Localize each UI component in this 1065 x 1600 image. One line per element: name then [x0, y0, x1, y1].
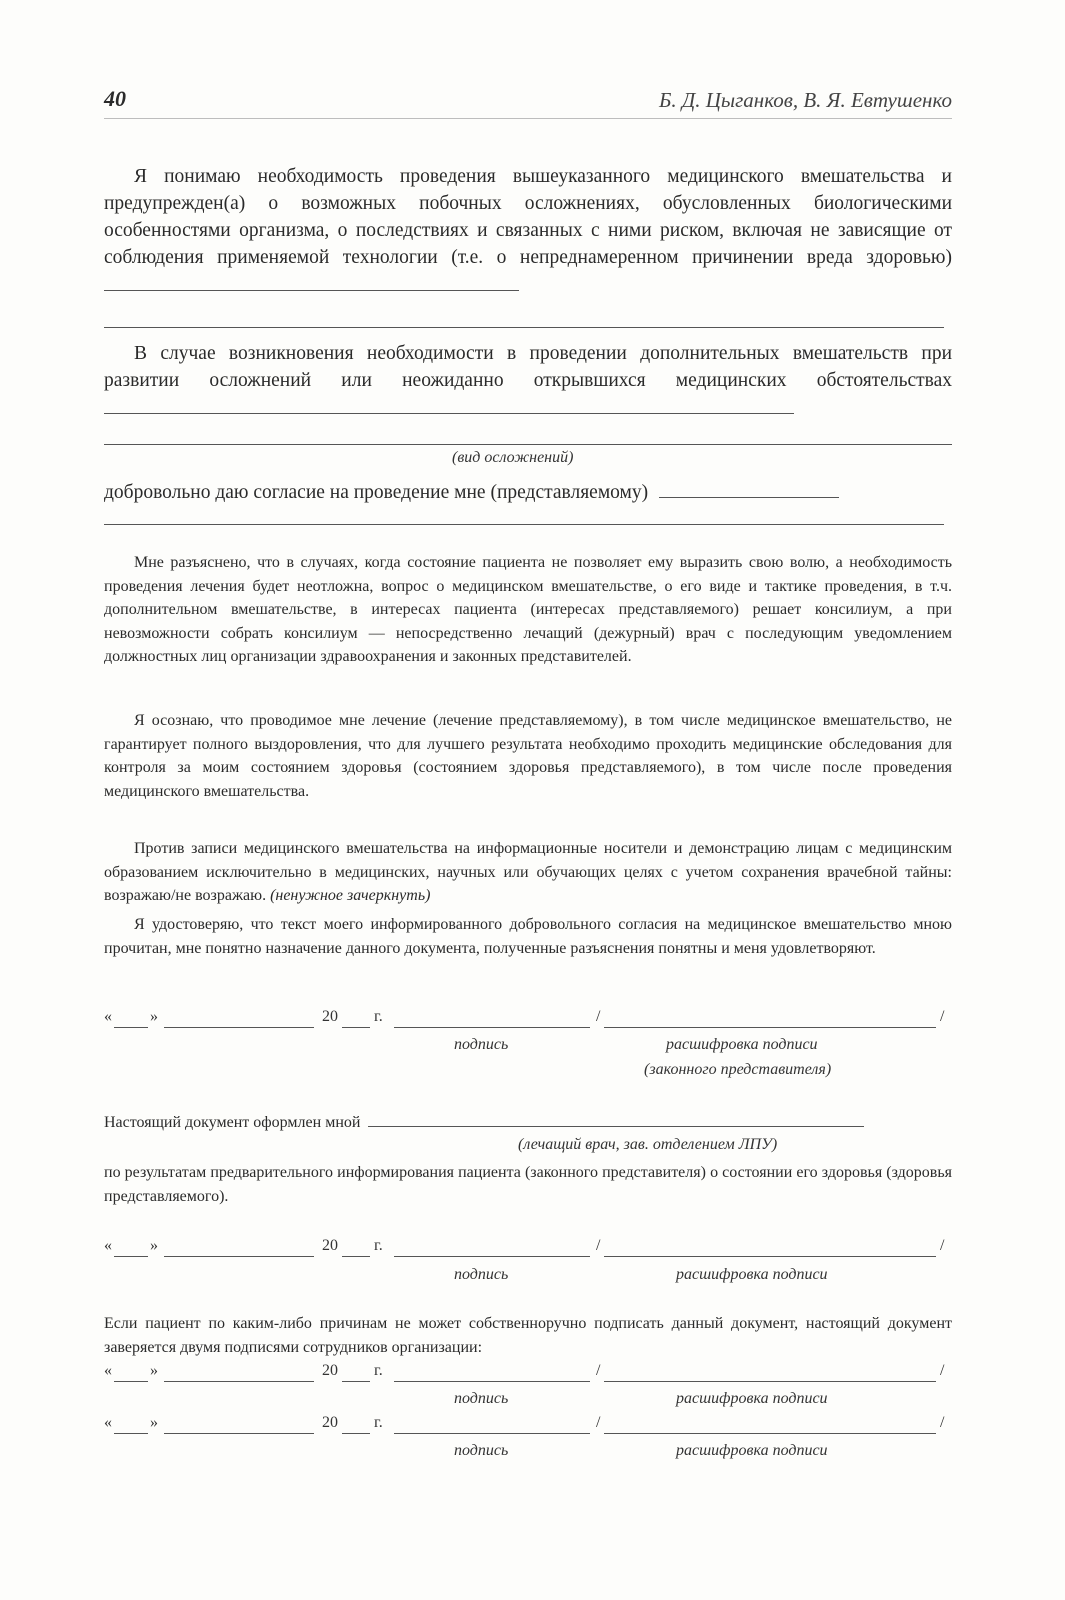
month-field[interactable]: [164, 1433, 314, 1434]
signature-row: « » 20 г. / /: [104, 1008, 952, 1030]
page-number: 40: [104, 86, 126, 111]
paragraph-certification: Я удостоверяю, что текст моего информированного добровольного согласия на медицинское вмешательство мною прочитан, мне понятно назначение данного документа, полученные разъяснения понятны и меня удовлетворяют.: [104, 916, 952, 957]
signature-caption: подпись: [454, 1266, 509, 1283]
doctor-name-field[interactable]: [368, 1110, 864, 1127]
fill-line[interactable]: [104, 444, 952, 445]
paragraph-recording: Против записи медицинского вмешательства на информационные носители и демонстрацию лицам с медицинским образованием исключительно в медицинских, научных или обучающих целях с учетом сохранения врачебной тайны: возражаю/не возражаю. (ненужное зачеркнуть): [104, 840, 952, 904]
signature-field[interactable]: [394, 1027, 590, 1028]
signature-caption: подпись: [454, 1442, 509, 1459]
decoding-caption: расшифровка подписи: [676, 1442, 828, 1459]
signature-field[interactable]: [394, 1256, 590, 1257]
decoding-caption: расшифровка подписи: [676, 1266, 828, 1283]
fill-line[interactable]: [659, 478, 839, 498]
paragraph-two-signatures: Если пациент по каким-либо причинам не может собственноручно подписать данный документ, настоящий документ заверяется двумя подписями сотрудников организации:: [104, 1315, 952, 1356]
day-field[interactable]: [114, 1381, 148, 1382]
day-field[interactable]: [114, 1027, 148, 1028]
month-field[interactable]: [164, 1027, 314, 1028]
decoding-caption: расшифровка подписи: [676, 1390, 828, 1407]
year-field[interactable]: [342, 1027, 370, 1028]
signature-decoding-field[interactable]: [604, 1256, 936, 1257]
fill-line[interactable]: [104, 271, 519, 291]
paragraph-council: Мне разъяснено, что в случаях, когда состояние пациента не позволяет ему выразить свою волю, а необходимость проведения лечения будет неотложна, вопрос о медицинском вмешательстве, о его виде и тактике проведения, в т.ч. дополнительном вмешательстве, в интересах пациента (интересах представляемого) решает консилиум, а при невозможности собрать консилиум — непосредственно лечащий (дежурный) врач с последующим уведомлением должностных лиц организации здравоохранения и законных представителей.: [104, 554, 952, 665]
signature-decoding-field[interactable]: [604, 1027, 936, 1028]
paragraph-awareness: Я осознаю, что проводимое мне лечение (лечение представляемому), в том числе медицинское вмешательство, не гарантирует полного выздоровления, что для лучшего результата необходимо проходить медицинские обследования для контроля за моим состоянием здоровья (состоянием здоровья представляемого), в том числе после проведения медицинского вмешательства.: [104, 712, 952, 800]
fill-line[interactable]: [104, 394, 794, 414]
day-field[interactable]: [114, 1433, 148, 1434]
month-field[interactable]: [164, 1381, 314, 1382]
signature-decoding-field[interactable]: [604, 1381, 936, 1382]
paragraph-consent: добровольно даю согласие на проведение мне (представляемому): [104, 478, 952, 506]
year-field[interactable]: [342, 1433, 370, 1434]
decoding-caption: расшифровка подписи: [666, 1036, 818, 1053]
signature-row: « » 20 г. / /: [104, 1414, 952, 1436]
signature-caption: подпись: [454, 1036, 509, 1053]
signature-row: « » 20 г. / /: [104, 1362, 952, 1384]
signature-row: « » 20 г. / /: [104, 1237, 952, 1259]
doctor-caption: (лечащий врач, зав. отделением ЛПУ): [518, 1136, 778, 1153]
fill-line[interactable]: [104, 327, 944, 328]
complications-caption: (вид осложнений): [452, 449, 574, 466]
paragraph-understanding: Я понимаю необходимость проведения вышеуказанного медицинского вмешательства и предупрежден(а) о возможных побочных осложнениях, обусловленных биологическими особенностями организма, о последствиях и связанных с ними риском, включая не зависящие от соблюдения применяемой технологии (т.е. о непреднамеренном причинении вреда здоровью): [104, 163, 952, 299]
paragraph-additional-interventions: В случае возникновения необходимости в проведении дополнительных вмешательств при развитии осложнений или неожиданно открывшихся медицинских обстоятельствах: [104, 340, 952, 422]
month-field[interactable]: [164, 1256, 314, 1257]
day-field[interactable]: [114, 1256, 148, 1257]
page-header: [104, 86, 952, 119]
signature-field[interactable]: [394, 1433, 590, 1434]
signature-decoding-field[interactable]: [604, 1433, 936, 1434]
running-head-authors: Б. Д. Цыганков, В. Я. Евтушенко: [658, 88, 952, 112]
fill-line[interactable]: [104, 524, 944, 525]
strike-note: (ненужное зачеркнуть): [270, 887, 431, 904]
signature-caption: подпись: [454, 1390, 509, 1407]
year-field[interactable]: [342, 1381, 370, 1382]
signature-field[interactable]: [394, 1381, 590, 1382]
paragraph-preliminary-informing: по результатам предварительного информирования пациента (законного представителя) о состоянии его здоровья (здоровья представляемого).: [104, 1164, 952, 1205]
legal-representative-caption: (законного представителя): [644, 1061, 832, 1078]
prepared-by-line: Настоящий документ оформлен мной: [104, 1110, 952, 1135]
year-field[interactable]: [342, 1256, 370, 1257]
